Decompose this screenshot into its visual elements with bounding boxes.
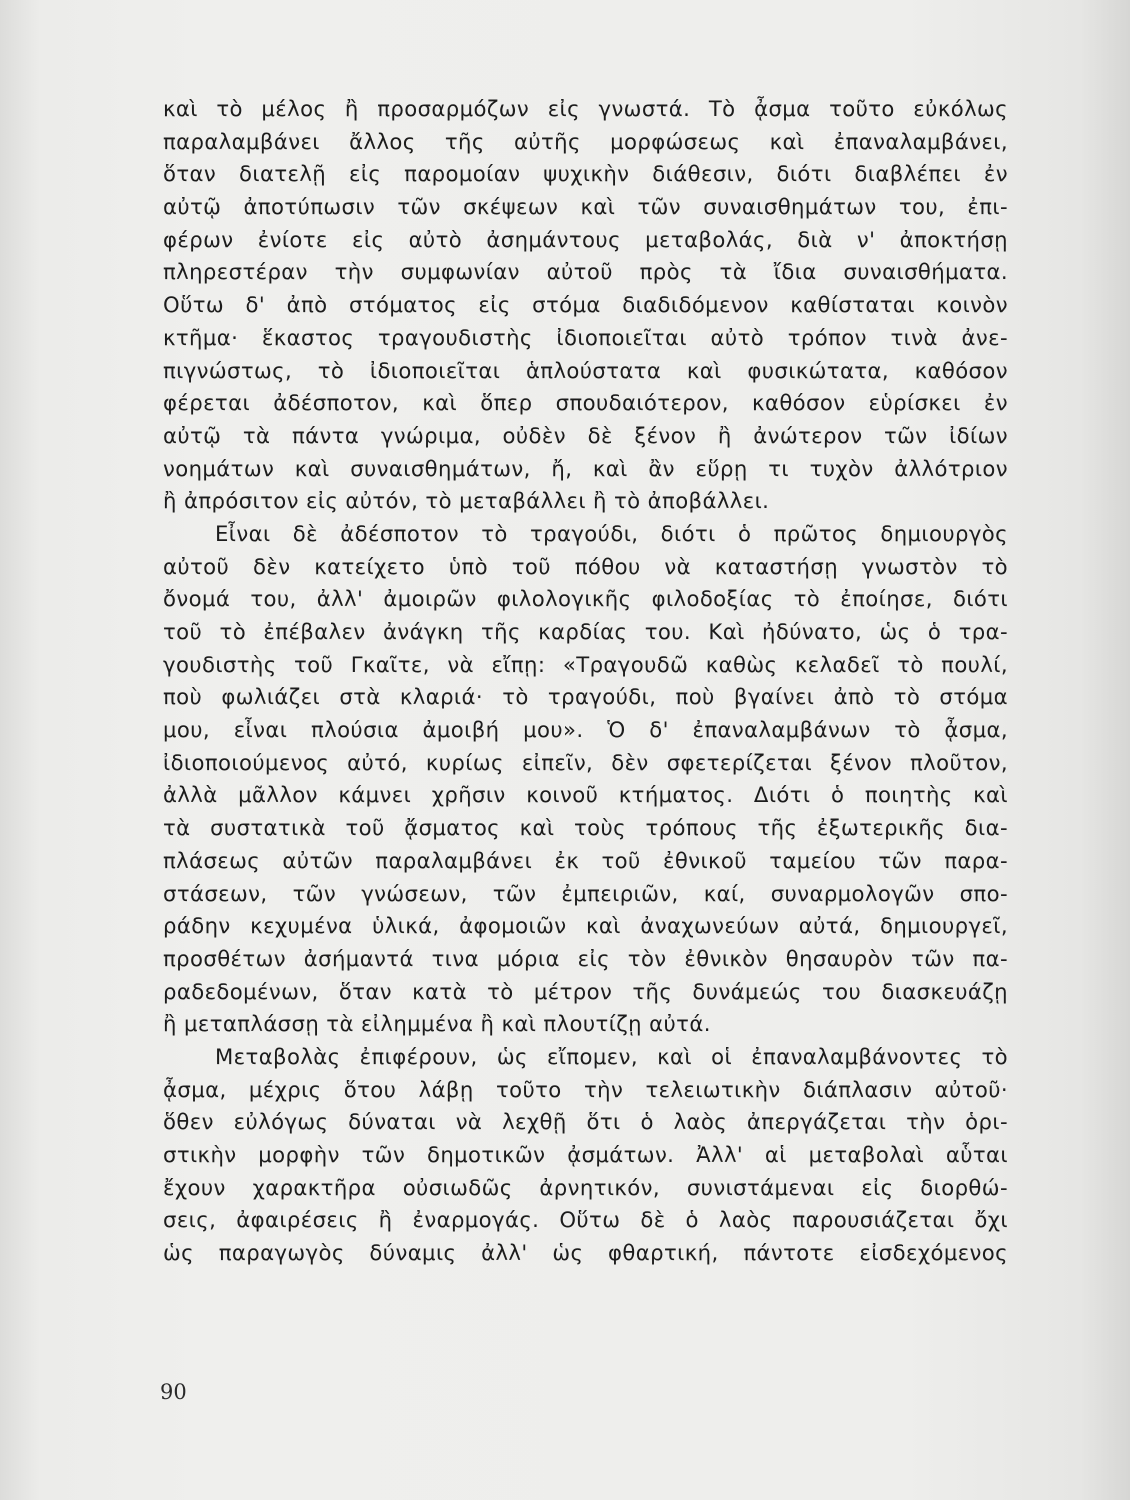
text-line: ἔχουν χαρακτῆρα οὐσιωδῶς ἀρνητικόν, συνιστάμεναι εἰς διορθώ- — [163, 1174, 1008, 1200]
text-line: πληρεστέραν τὴν συμφωνίαν αὐτοῦ πρὸς τὰ ἴδια συναισθήματα. — [163, 259, 1008, 285]
text-line: ὅθεν εὐλόγως δύναται νὰ λεχθῇ ὅτι ὁ λαὸς ἀπεργάζεται τὴν ὁρι- — [163, 1109, 1008, 1135]
text-line: παραλαμβάνει ἄλλος τῆς αὐτῆς μορφώσεως καὶ ἐπαναλαμβάνει, — [163, 128, 1008, 154]
text-line: κτῆμα· ἕκαστος τραγουδιστὴς ἰδιοποιεῖται αὐτὸ τρόπον τινὰ ἀνε- — [163, 324, 1008, 350]
text-line: ποὺ φωλιάζει στὰ κλαριά· τὸ τραγούδι, ποὺ βγαίνει ἀπὸ τὸ στόμα — [163, 684, 1008, 710]
text-line: ὅταν διατελῇ εἰς παρομοίαν ψυχικὴν διάθεσιν, διότι διαβλέπει ἐν — [163, 161, 1008, 187]
body-text — [163, 93, 1008, 1270]
text-line: τὰ συστατικὰ τοῦ ᾄσματος καὶ τοὺς τρόπους τῆς ἐξωτερικῆς δια- — [163, 815, 1008, 841]
text-line: ράδην κεχυμένα ὑλικά, ἀφομοιῶν καὶ ἀναχωνεύων αὐτά, δημιουργεῖ, — [163, 913, 1008, 939]
page-number: 90 — [160, 1380, 187, 1404]
text-line: ραδεδομένων, ὅταν κατὰ τὸ μέτρον τῆς δυνάμεώς του διασκευάζῃ — [163, 978, 1008, 1004]
text-line: πλάσεως αὐτῶν παραλαμβάνει ἐκ τοῦ ἐθνικοῦ ταμείου τῶν παρα- — [163, 847, 1008, 873]
text-line: σεις, ἀφαιρέσεις ἢ ἐναρμογάς. Οὕτω δὲ ὁ λαὸς παρουσιάζεται ὄχι — [163, 1207, 1008, 1233]
text-line: ἢ ἀπρόσιτον εἰς αὐτόν, τὸ μεταβάλλει ἢ τὸ ἀποβάλλει. — [163, 488, 770, 514]
text-line: τοῦ τὸ ἐπέβαλεν ἀνάγκη τῆς καρδίας του. Καὶ ἠδύνατο, ὡς ὁ τρα- — [163, 619, 1008, 644]
text-line: αὐτῷ ἀποτύπωσιν τῶν σκέψεων καὶ τῶν συναισθημάτων του, ἐπι- — [163, 194, 1008, 220]
paragraph-start-line: Εἶναι δὲ ἀδέσποτον τὸ τραγούδι, διότι ὁ πρῶτος δημιουργὸς — [215, 520, 1008, 546]
text-line: γουδιστὴς τοῦ Γκαῖτε, νὰ εἴπῃ: «Τραγουδῶ καθὼς κελαδεῖ τὸ πουλί, — [163, 651, 1008, 677]
text-line: ἢ μεταπλάσσῃ τὰ εἰλημμένα ἢ καὶ πλουτίζῃ αὐτά. — [163, 1011, 711, 1037]
text-line: ὄνομά του, ἀλλ' ἀμοιρῶν φιλολογικῆς φιλοδοξίας τὸ ἐποίησε, διότι — [163, 586, 1008, 612]
text-line: νοημάτων καὶ συναισθημάτων, ἤ, καὶ ἂν εὕρῃ τι τυχὸν ἀλλότριον — [163, 455, 1008, 481]
text-line: ἀλλὰ μᾶλλον κάμνει χρῆσιν κοινοῦ κτήματος. Διότι ὁ ποιητὴς καὶ — [163, 782, 1008, 808]
text-line: ἰδιοποιούμενος αὐτό, κυρίως εἰπεῖν, δὲν σφετερίζεται ξένον πλοῦτον, — [163, 749, 1008, 775]
text-line: αὐτοῦ δὲν κατείχετο ὑπὸ τοῦ πόθου νὰ καταστήσῃ γνωστὸν τὸ — [163, 553, 1008, 579]
text-line: μου, εἶναι πλούσια ἀμοιβή μου». Ὁ δ' ἐπαναλαμβάνων τὸ ᾆσμα, — [163, 717, 1008, 743]
text-line: στικὴν μορφὴν τῶν δημοτικῶν ᾀσμάτων. Ἀλλ' αἱ μεταβολαὶ αὗται — [163, 1142, 1008, 1167]
text-line: φέρων ἐνίοτε εἰς αὐτὸ ἀσημάντους μεταβολάς, διὰ ν' ἀποκτήσῃ — [163, 226, 1008, 252]
text-line: Οὕτω δ' ἀπὸ στόματος εἰς στόμα διαδιδόμενον καθίσταται κοινὸν — [163, 292, 1008, 318]
text-line: πιγνώστως, τὸ ἰδιοποιεῖται ἁπλούστατα καὶ φυσικώτατα, καθόσον — [163, 357, 1008, 383]
text-line: ᾆσμα, μέχρις ὅτου λάβῃ τοῦτο τὴν τελειωτικὴν διάπλασιν αὐτοῦ· — [163, 1076, 1008, 1102]
text-line: καὶ τὸ μέλος ἢ προσαρμόζων εἰς γνωστά. Τὸ ᾆσμα τοῦτο εὐκόλως — [163, 96, 1008, 121]
text-line: ὡς παραγωγὸς δύναμις ἀλλ' ὡς φθαρτική, πάντοτε εἰσδεχόμενος — [163, 1240, 1008, 1266]
text-line: αὐτῷ τὰ πάντα γνώριμα, οὐδὲν δὲ ξένον ἢ ἀνώτερον τῶν ἰδίων — [163, 422, 1008, 448]
text-line: φέρεται ἀδέσποτον, καὶ ὅπερ σπουδαιότερον, καθόσον εὑρίσκει ἐν — [163, 390, 1008, 416]
paragraph-start-line: Μεταβολὰς ἐπιφέρουν, ὡς εἴπομεν, καὶ οἱ ἐπαναλαμβάνοντες τὸ — [215, 1043, 1008, 1069]
text-line: προσθέτων ἀσήμαντά τινα μόρια εἰς τὸν ἐθνικὸν θησαυρὸν τῶν πα- — [163, 945, 1008, 971]
text-line: στάσεων, τῶν γνώσεων, τῶν ἐμπειριῶν, καί, συναρμολογῶν σπο- — [163, 880, 1008, 906]
